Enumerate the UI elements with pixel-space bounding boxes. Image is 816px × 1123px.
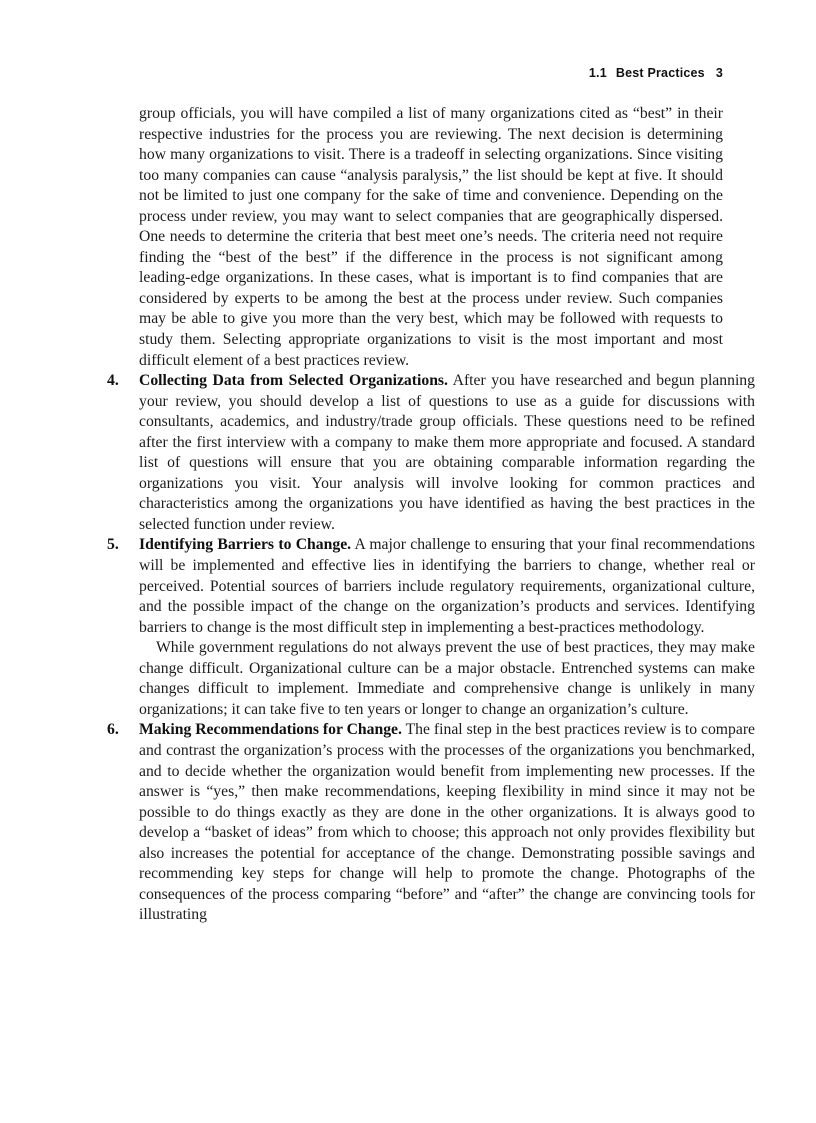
list-item-5	[107, 535, 755, 720]
list-item-6	[107, 720, 755, 925]
list-item-5-heading: Identifying Barriers to Change.	[139, 536, 352, 554]
list-marker-5: 5.	[107, 536, 119, 554]
list-marker-4: 4.	[107, 372, 119, 390]
list-item-6-text: The final step in the best practices review is to compare and contrast the organization’s process with the processes of the organizations you benchmarked, and to decide whether the organization would benefit from implementing new processes. If the answer is “yes,” then make recommendations, keeping flexibility in mind since it may not be possible to do things exactly as they are done in the other organizations. It is always good to develop a “basket of ideas” from which to choose; this approach not only provides flexibility but also increases the potential for acceptance of the change. Demonstrating possible savings and recommending key steps for change will help to promote the change. Photographs of the consequences of the process comparing “before” and “after” the change are convincing tools for illustrating	[139, 721, 756, 924]
list-marker-6: 6.	[107, 721, 119, 739]
list-item-5-body	[139, 535, 755, 638]
list-item-6-heading: Making Recommendations for Change.	[139, 721, 402, 739]
header-page-number: 3	[715, 66, 723, 80]
running-header	[139, 66, 723, 80]
list-item-4-text: After you have researched and begun planning your review, you should develop a list of questions to use as a guide for discussions with consultants, academics, and industry/trade group officials. These questions need to be refined after the first interview with a company to make them more appropriate and focused. A standard list of questions will ensure that you are obtaining comparable information regarding the organizations you visit. Your analysis will involve looking for common practices and characteristics among the organizations you have identified as having the best practices in the selected function under review.	[139, 372, 755, 533]
list-item-5-follow-paragraph: While government regulations do not always prevent the use of best practices, they may make change difficult. Organizational culture can be a major obstacle. Entrenched systems can make changes difficult to implement. Immediate and comprehensive change is unlikely in many organizations; it can take five to ten years or longer to change an organization’s culture.	[139, 639, 755, 718]
list-item-4-heading: Collecting Data from Selected Organizations.	[139, 372, 448, 390]
continued-paragraph: group officials, you will have compiled a list of many organizations cited as “best” in their respective industries for the process you are reviewing. The next decision is determining how many organizations to visit. There is a tradeoff in selecting organizations. Since visiting too many companies can cause “analysis paralysis,” the list should be kept at five. It should not be limited to just one company for the sake of time and convenience. Depending on the process under review, you may want to select companies that are geographically dispersed. One needs to determine the criteria that best meet one’s needs. The criteria need not require finding the “best of the best” if the difference in the process is not significant among leading-edge organizations. In these cases, what is important is to find companies that are considered by experts to be among the best at the process under review. Such companies may be able to give you more than the very best, which may be followed with requests to study them. Selecting appropriate organizations to visit is the most important and most difficult element of a best practices review.	[139, 105, 723, 369]
list-item-4	[107, 371, 755, 535]
list-item-6-body	[139, 720, 755, 925]
header-section-title: Best Practices	[615, 66, 705, 80]
list-item-4-body	[139, 371, 755, 535]
list-item-5-text: A major challenge to ensuring that your final recommendations will be implemented and effective lies in identifying the barriers to change, whether real or perceived. Potential sources of barriers include regulatory requirements, organizational culture, and the possible impact of the change on the organization’s products and services. Identifying barriers to change is the most difficult step in implementing a best-practices methodology.	[139, 536, 755, 636]
page-text-block	[107, 104, 756, 926]
header-section-number: 1.1	[588, 66, 607, 80]
